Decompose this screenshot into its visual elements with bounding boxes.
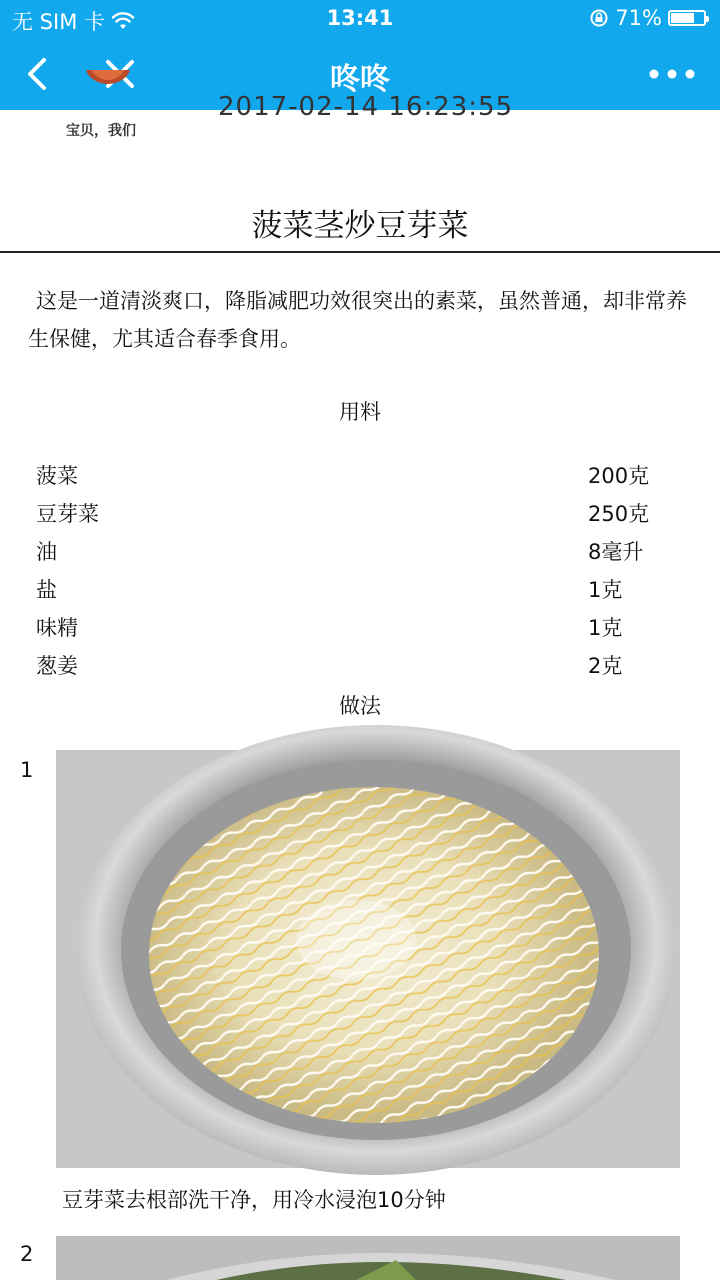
post-timestamp: 2017-02-14 16:23:55 (218, 92, 514, 122)
ingredient-name: 油 (36, 540, 57, 564)
status-right (589, 6, 706, 30)
ingredient-qty: 1克 (588, 616, 623, 640)
step-photo[interactable] (56, 750, 680, 1168)
status-bar (0, 0, 720, 38)
ingredient-row (36, 612, 676, 650)
recipe-title: 菠菜茎炒豆芽菜 (251, 208, 469, 244)
ingredient-row (36, 536, 676, 574)
status-time: 13:41 (326, 6, 394, 30)
ingredient-name: 葱姜 (36, 654, 78, 678)
spinach-bowl-image (56, 1236, 680, 1280)
ingredient-qty: 200克 (588, 464, 650, 488)
ingredient-name: 豆芽菜 (36, 502, 99, 526)
avatar-caption: 宝贝，我们 (66, 123, 136, 139)
ingredient-qty: 1克 (588, 578, 623, 602)
ingredient-row (36, 498, 676, 536)
title-divider (0, 251, 720, 253)
battery-icon (668, 10, 706, 26)
battery-fill (671, 13, 694, 23)
page-title: 咚咚 (330, 62, 390, 97)
method-heading: 做法 (339, 694, 381, 718)
ingredient-qty: 250克 (588, 502, 650, 526)
bean-sprouts-bowl-image (56, 750, 680, 1168)
ingredient-name: 菠菜 (36, 464, 78, 488)
more-icon[interactable] (648, 66, 696, 82)
rotation-lock-icon (589, 8, 609, 28)
step-number: 2 (20, 1242, 34, 1266)
ingredient-qty: 8毫升 (588, 540, 644, 564)
recipe-intro: 这是一道清淡爽口，降脂减肥功效很突出的素菜，虽然普通，却非常养生保健，尤其适合春季食用。 (28, 289, 687, 351)
battery-tip (706, 16, 709, 22)
ingredients-heading: 用料 (339, 400, 381, 424)
battery-percent: 71% (615, 6, 662, 30)
ingredient-name: 味精 (36, 616, 78, 640)
ingredient-row (36, 574, 676, 612)
ingredient-row (36, 460, 676, 498)
step-photo[interactable] (56, 1236, 680, 1280)
ingredient-qty: 2克 (588, 654, 623, 678)
step-number: 1 (20, 758, 34, 782)
ingredient-name: 盐 (36, 578, 57, 602)
ingredient-row (36, 650, 676, 688)
carrier-label: 无 SIM 卡 (12, 10, 105, 34)
article-content (0, 92, 720, 1280)
step-caption: 豆芽菜去根部洗干净，用冷水浸泡10分钟 (62, 1188, 446, 1212)
